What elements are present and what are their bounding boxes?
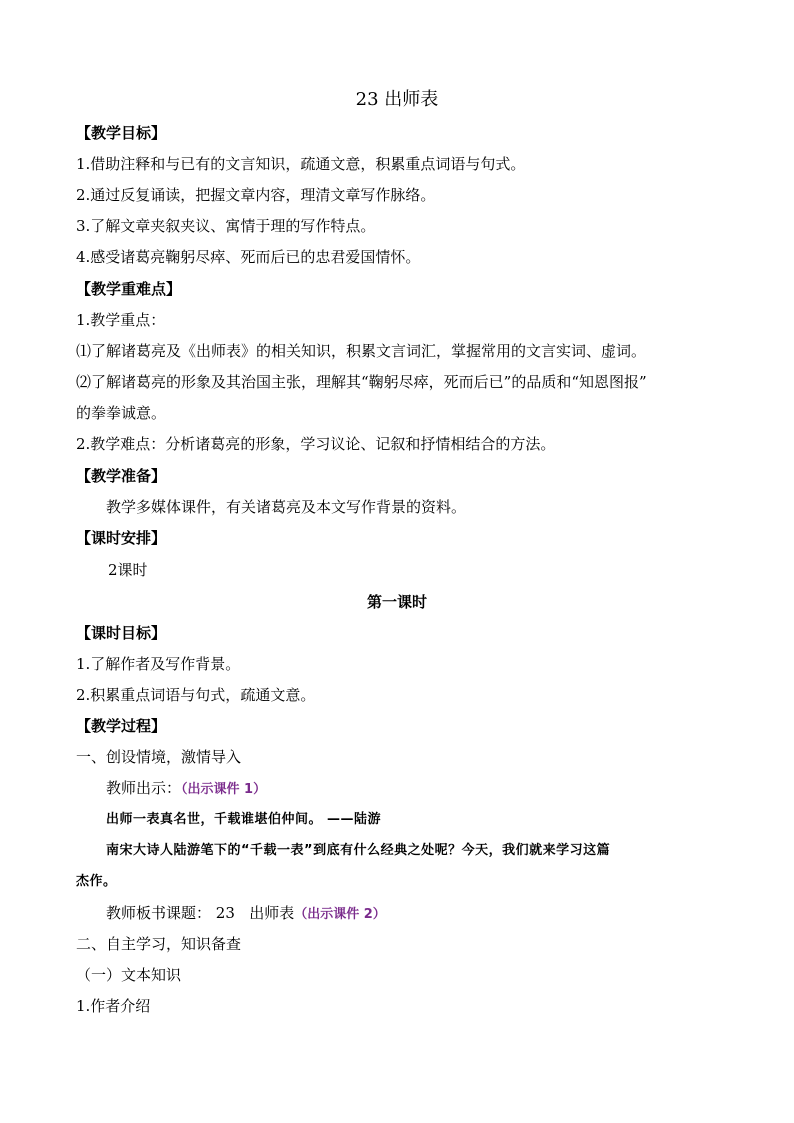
goal-item: 1.借助注释和与已有的文言知识，疏通文意，积累重点词语与句式。 xyxy=(76,155,526,173)
courseware-note: （出示课件 1） xyxy=(181,782,267,797)
key-point-item: ⑵了解诸葛亮的形象及其治国主张，理解其“鞠躬尽瘁，死而后已”的品质和“知恩图报” xyxy=(76,373,647,391)
board-label: 教师板书课题： xyxy=(106,904,212,922)
author-intro-heading: 1.作者介绍 xyxy=(76,997,151,1015)
courseware-note: （出示课件 2） xyxy=(294,907,386,922)
goal-item: 3.了解文章夹叙夹议、寓情于理的写作特点。 xyxy=(76,217,376,235)
poem-quote: 出师一表真名世，千载谁堪伯仲间。 ——陆游 xyxy=(106,812,382,827)
subsection-heading: （一）文本知识 xyxy=(76,966,182,984)
lesson-title: 第一课时 xyxy=(366,593,427,611)
section-heading-preparation: 【教学准备】 xyxy=(76,467,167,485)
preparation-text: 教学多媒体课件，有关诸葛亮及本文写作背景的资料。 xyxy=(106,498,467,516)
goal-item: 2.通过反复诵读，把握文章内容，理清文章写作脉络。 xyxy=(76,186,436,204)
section-heading-process: 【教学过程】 xyxy=(76,717,167,735)
difficulty-item: 2.教学难点：分析诸葛亮的形象，学习议论、记叙和抒情相结合的方法。 xyxy=(76,435,556,453)
step-heading: 二、自主学习，知识备查 xyxy=(76,935,242,953)
section-heading-teaching-goals: 【教学目标】 xyxy=(76,124,167,142)
goal-item: 4.感受诸葛亮鞠躬尽瘁、死而后已的忠君爱国情怀。 xyxy=(76,248,421,266)
teacher-show-line xyxy=(106,778,724,800)
key-points-label: 1.教学重点： xyxy=(76,311,166,329)
key-point-item-continued: 的拳拳诚意。 xyxy=(76,404,167,422)
page-title: 23 出师表 xyxy=(355,89,439,110)
schedule-text: 2课时 xyxy=(108,561,148,579)
section-heading-key-difficult: 【教学重难点】 xyxy=(76,280,182,298)
key-point-item: ⑴了解诸葛亮及《出师表》的相关知识，积累文言词汇，掌握常用的文言实词、虚词。 xyxy=(76,342,647,360)
board-title-line xyxy=(106,903,724,925)
intro-paragraph-line: 杰作。 xyxy=(76,874,117,889)
intro-paragraph-line: 南宋大诗人陆游笔下的“千载一表”到底有什么经典之处呢？今天，我们就来学习这篇 xyxy=(106,843,611,858)
teacher-show-label: 教师出示： xyxy=(106,779,182,797)
board-title: 23 出师表 xyxy=(215,904,295,922)
lesson-goal-item: 1.了解作者及写作背景。 xyxy=(76,655,241,673)
lesson-goal-item: 2.积累重点词语与句式，疏通文意。 xyxy=(76,686,316,704)
step-heading: 一、创设情境，激情导入 xyxy=(76,748,242,766)
section-heading-lesson-goals: 【课时目标】 xyxy=(76,624,167,642)
section-heading-schedule: 【课时安排】 xyxy=(76,529,167,547)
